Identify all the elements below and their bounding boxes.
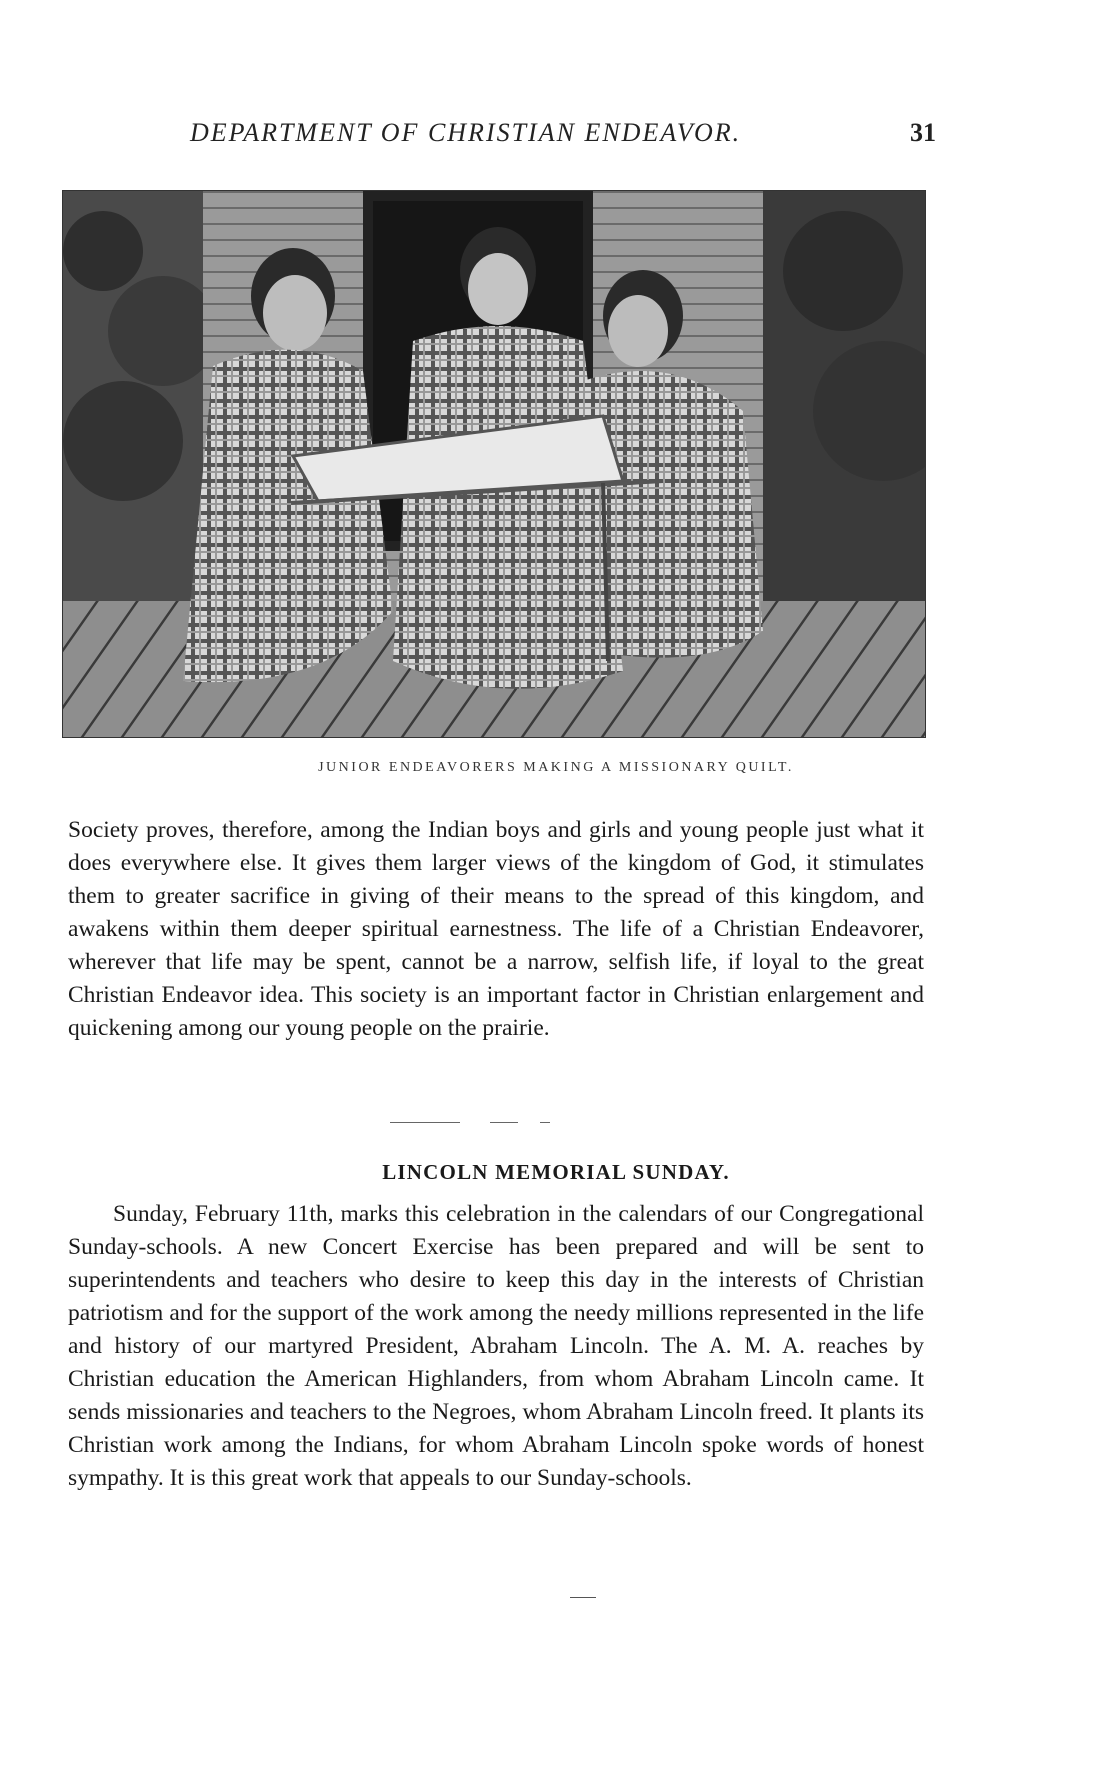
page-number: 31 <box>910 118 936 147</box>
running-title: DEPARTMENT OF CHRISTIAN ENDEAVOR. <box>190 118 742 147</box>
paragraph-society: Society proves, therefore, among the Indian boys and girls and young people just what it does everywhere else. It gives them larger views of the kingdom of God, it stimulates them to greater sacrifice in giving of their means to the spread of this kingdom, and awakens within them deeper spiritual earnestness. The life of a Christian Endeavorer, wherever that life may be spent, cannot be a narrow, selfish life, if loyal to the great Christian Endeavor idea. This society is an important factor in Christian enlargement and quickening among our young people on the prairie. <box>68 817 924 1041</box>
paragraph-lincoln-sunday: Sunday, February 11th, marks this celebration in the calendars of our Congregational Sunday-schools. A new Concert Exercise has been prepared and will be sent to superintendents and teachers who desire to keep this day in the interests of Christian patriotism and for the support of the work among the needy millions represented in the life and history of our martyred President, Abraham Lincoln. The A. M. A. reaches by Christian education the American Highlanders, from whom Abraham Lincoln came. It sends missionaries and teachers to the Negroes, whom Abraham Lincoln freed. It plants its Christian work among the Indians, for whom Abraham Lincoln spoke words of honest sympathy. It is this great work that appeals to our Sunday-schools. <box>68 1201 924 1491</box>
section-heading: LINCOLN MEMORIAL SUNDAY. <box>382 1160 730 1184</box>
end-mark <box>570 1597 596 1598</box>
running-head <box>0 118 1112 158</box>
section-separator <box>390 1122 600 1124</box>
figure-caption: JUNIOR ENDEAVORERS MAKING A MISSIONARY QUILT. <box>318 760 794 775</box>
photo-quilt-girls <box>62 190 926 738</box>
